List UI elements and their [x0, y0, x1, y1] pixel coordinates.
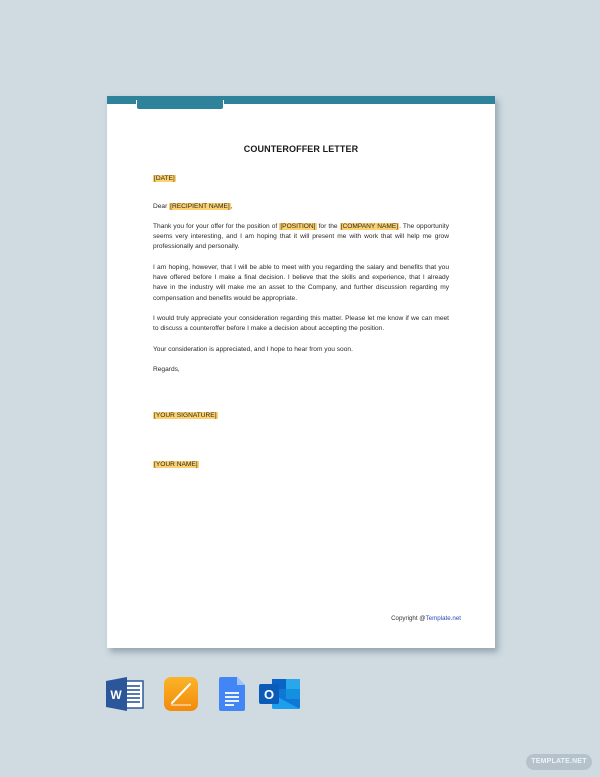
- signature-placeholder: [YOUR SIGNATURE]: [154, 412, 217, 419]
- name-line: [153, 460, 449, 470]
- paragraph-4: Your consideration is appreciated, and I hope to hear from you soon.: [153, 346, 353, 353]
- recipient-placeholder: [RECIPIENT NAME]: [170, 203, 230, 210]
- signature-line: [153, 411, 449, 421]
- outlook-icon[interactable]: [258, 676, 302, 712]
- page-header-tab: [136, 100, 224, 110]
- position-placeholder: [POSITION]: [280, 223, 316, 230]
- google-docs-icon[interactable]: [218, 676, 254, 712]
- name-placeholder: [YOUR NAME]: [154, 461, 198, 468]
- paragraph-1: Thank you for your offer for the position of [POSITION] for the [COMPANY NAME]. The opportunity seems very interesting, and I am hoping that it will present me with work that will help me grow professionally and personally.: [153, 223, 449, 251]
- template-net-watermark: TEMPLATE.NET: [526, 754, 592, 770]
- salutation: Dear [RECIPIENT NAME],: [153, 203, 233, 210]
- closing: Regards,: [153, 366, 180, 373]
- date-line: [153, 174, 449, 184]
- document-title: COUNTEROFFER LETTER: [243, 144, 359, 154]
- date-placeholder: [DATE]: [154, 175, 175, 182]
- copyright-notice: Copyright @Template.net: [391, 615, 461, 622]
- word-icon[interactable]: [105, 676, 141, 712]
- svg-text:W: W: [110, 688, 122, 702]
- document-page: [107, 96, 495, 648]
- paragraph-3: I would truly appreciate your consideration regarding this matter. Please let me know if we can meet to discuss a counteroffer before I make a decision about accepting the position.: [153, 315, 449, 333]
- template-link[interactable]: Template.net: [425, 615, 461, 622]
- svg-text:O: O: [263, 687, 275, 702]
- company-placeholder: [COMPANY NAME]: [340, 223, 399, 230]
- paragraph-2: I am hoping, however, that I will be able to meet with you regarding the salary and benefits that you have offered before I make a final decision. I believe that the skills and experience, that I already have in the industry will make me an asset to the Company, and further discussion regarding my compensation and benefits would be appropriate.: [153, 264, 449, 302]
- pages-icon[interactable]: [163, 676, 199, 712]
